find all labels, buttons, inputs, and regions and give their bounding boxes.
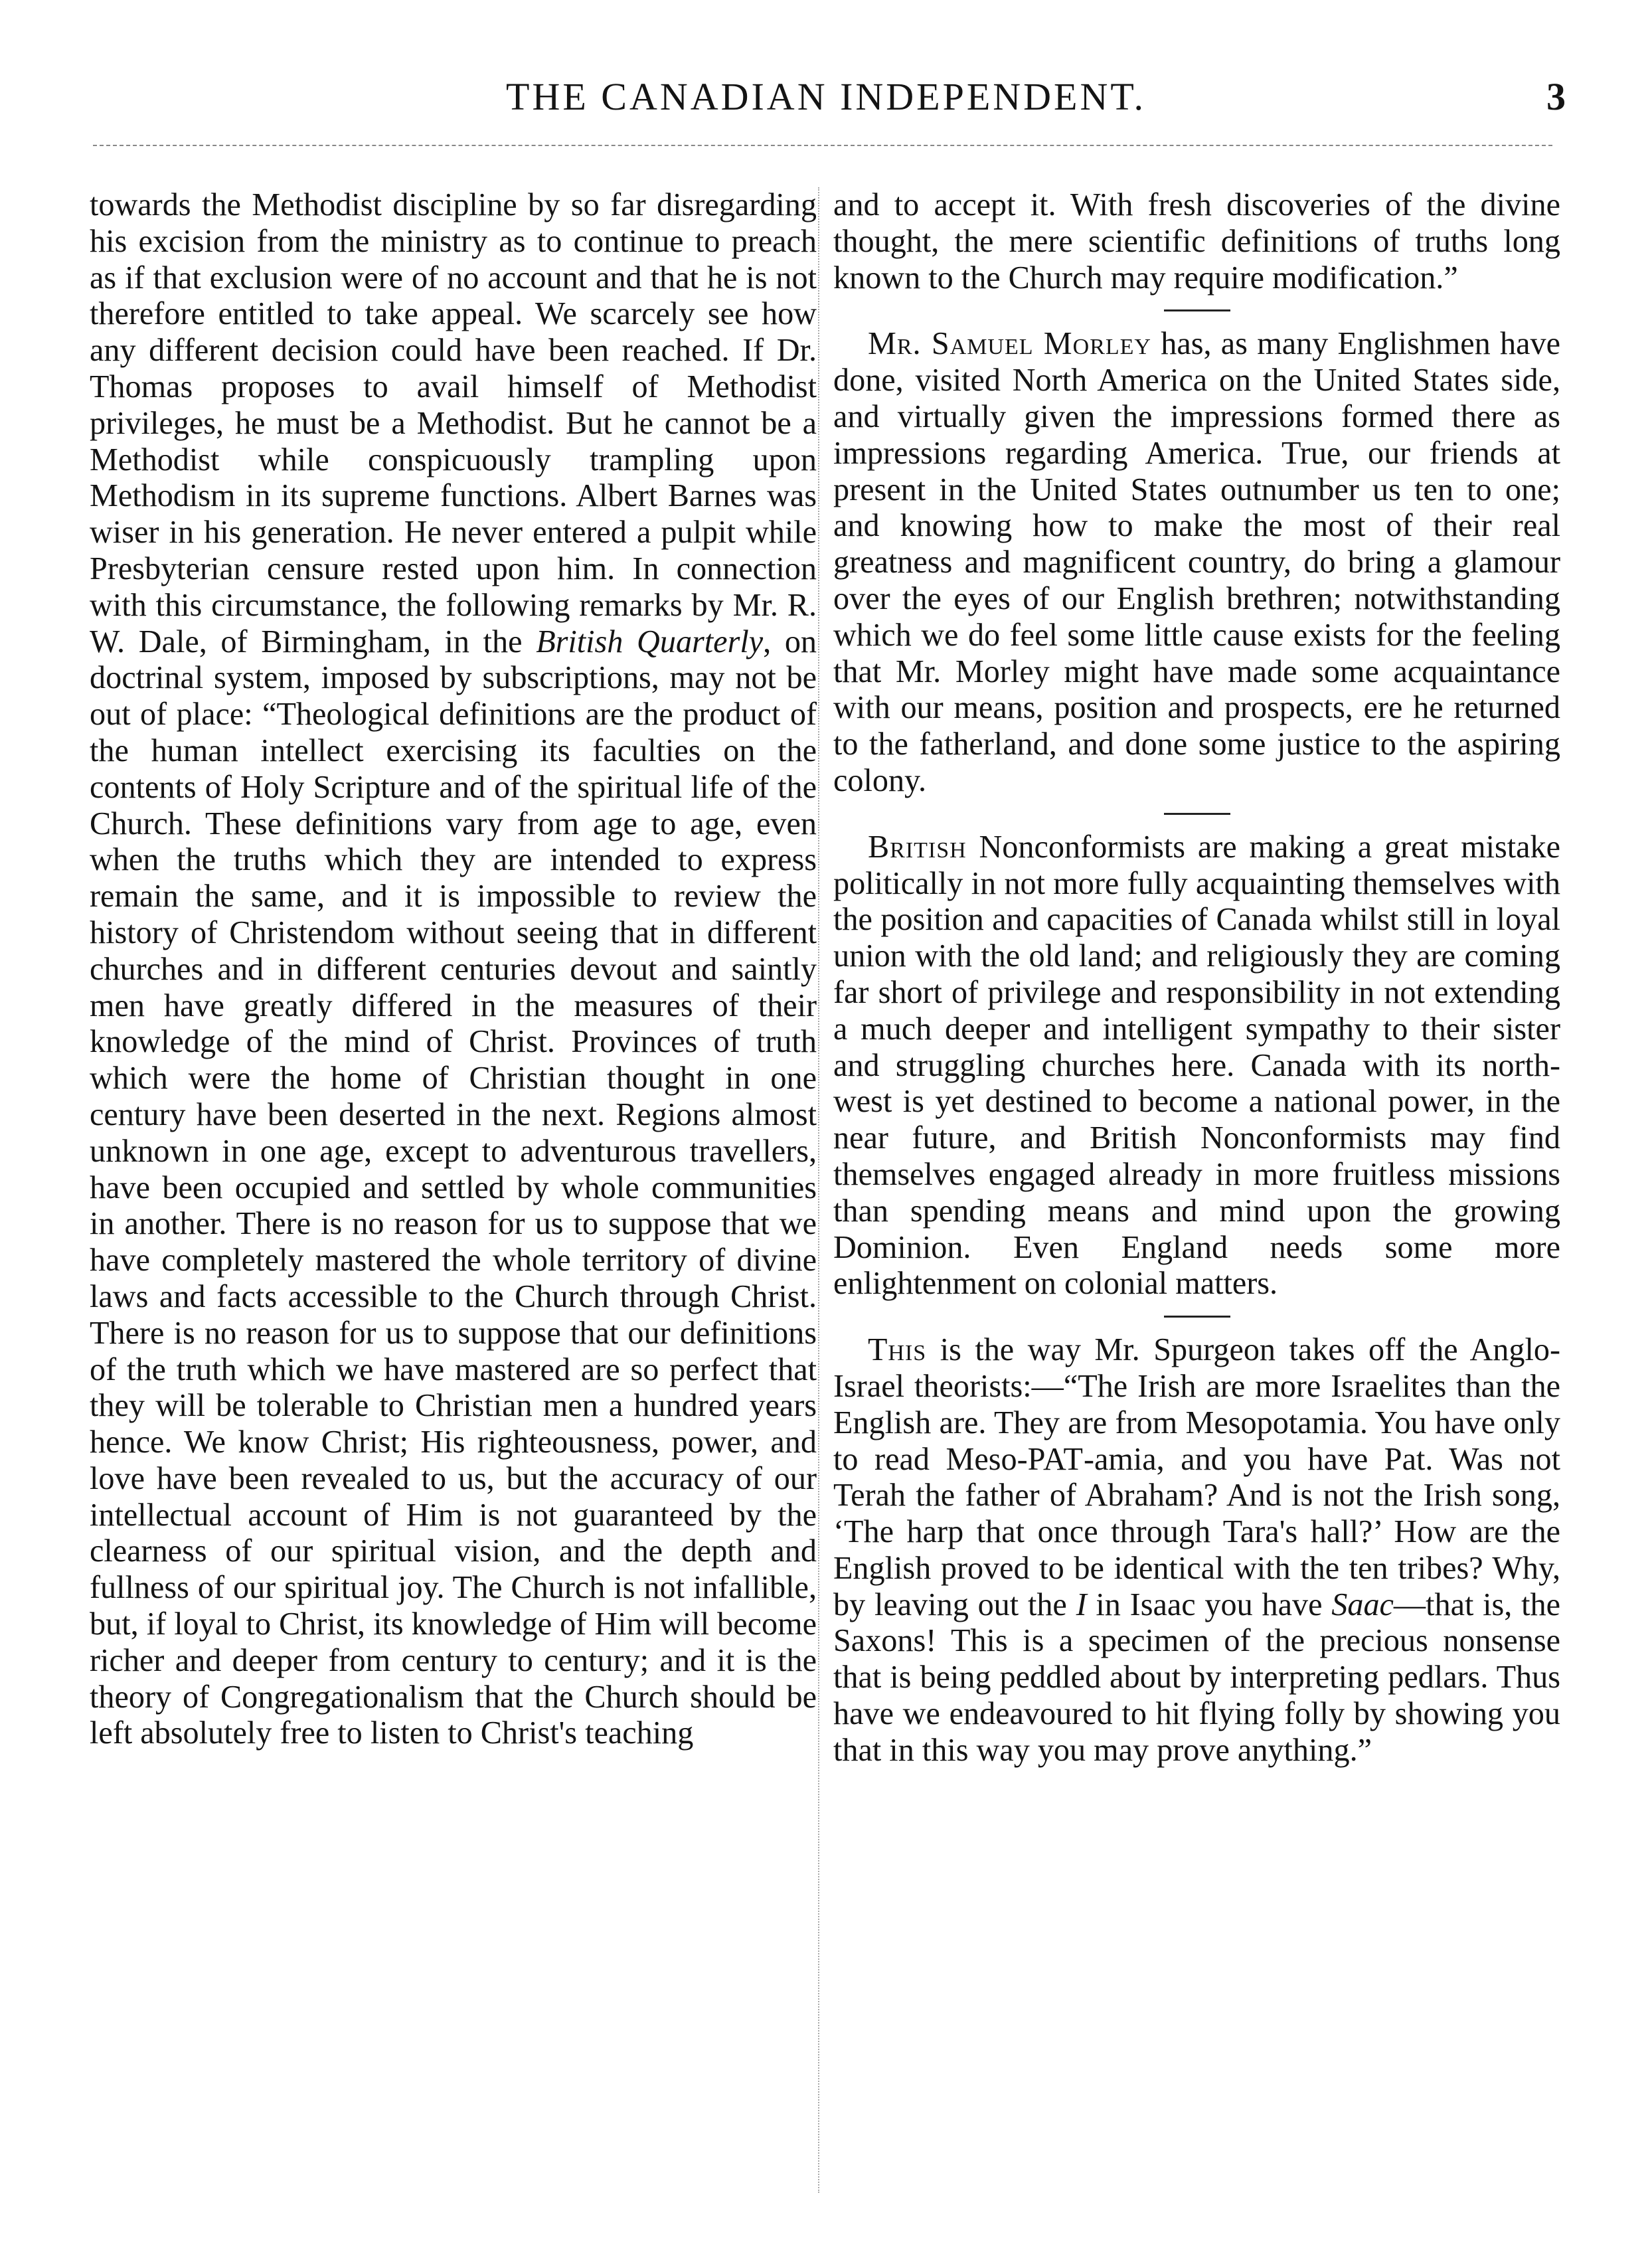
right-column [833, 187, 1560, 2193]
page-header [86, 74, 1566, 128]
spurgeon-text-1: is the way Mr. Spurgeon takes off the Anglo-Israel theorists:—“The Irish are more Israelites than the English are. They are from Mesopotamia. You have only to read Meso- [833, 1332, 1560, 1477]
header-rule [93, 145, 1552, 146]
morley-lead: Mr. Samuel Morley [868, 326, 1151, 362]
nonconformists-paragraph [833, 829, 1560, 1302]
morley-text: has, as many Englishmen have done, visited North America on the United States side, and virtually given the impressions formed there as impressions regarding America. True, our friends at present in the United States outnumber us ten to one; and knowing how to make the most of their real greatness and magnificent country, do bring a glamour over the eyes of our English brethren; notwithstanding which we do feel some little cause exists for the feeling that Mr. Morley might have made some acquaintance with our means, position and prospects, ere he returned to the fatherland, and done some justice to the aspiring colony. [833, 326, 1560, 798]
spurgeon-paragraph [833, 1332, 1560, 1769]
italic-saac: Saac [1331, 1587, 1394, 1622]
dale-text-1: towards the Methodist discipline by so far disregarding his excision from the ministry as to continue to preach as if that exclusion were of no account and that he is not therefore entitled to take appeal. We scarcely see how any different decision could have been reached. If Dr. Thomas proposes to avail himself of Methodist privileges, he must be a Methodist. But he cannot be a Methodist while conspicuously trampling upon Methodism in its supreme functions. Albert Barnes was wiser in his generation. He never entered a pulpit while Presbyterian censure rested upon him. In connection with this circumstance, the following remarks by Mr. R. W. Dale, of Birmingham, in the [90, 187, 817, 659]
nonconformists-text: Nonconformists are making a great mistake politically in not more fully acquainting themselves with the position and capacities of Canada whilst still in loyal union with the old land; and religiously they are coming far short of privilege and responsibility in not extending a much deeper and intelligent sympathy to their sister and struggling churches here. Canada with its north-west is yet destined to become a national power, in the near future, and British Nonconformists may find themselves engaged already in more fruitless missions than spending means and mind upon the growing Dominion. Even England needs some more enlightenment on colonial matters. [833, 829, 1560, 1302]
spurgeon-lead: This [868, 1332, 927, 1368]
column-divider [818, 187, 819, 2193]
continuation-paragraph: and to accept it. With fresh discoveries of the divine thought, the mere scientific definitions of truths long known to the Church may require modification.” [833, 187, 1560, 296]
dale-text-2: , on doctrinal system, imposed by subscriptions, may not be out of place: “Theological definitions are the product of the human intellect exercising its faculties on the contents of Holy Scripture and of the spiritual life of the Church. These definitions vary from age to age, even when the truths which they are intended to express remain the same, and it is impossible to review the history of Christendom without seeing that in different churches and in different centuries devout and saintly men have greatly differed in the measures of their knowledge of the mind of Christ. Provinces of truth which were the home of Christian thought in one century have been deserted in the next. Regions almost unknown in one age, except to adventurous travellers, have been occupied and settled by whole communities in another. There is no reason for us to suppose that we have completely mastered the whole territory of divine laws and facts accessible to the Church through Christ. There is no reason for us to suppose that our definitions of the truth which we have mastered are so perfect that they will be tolerable to Christian men a hundred years hence. We know Christ; His righteousness, power, and love have been revealed to us, but the accuracy of our intellectual account of Him is not guaranteed by the clearness of our spiritual vision, and the depth and fullness of our spiritual joy. The Church is not infallible, but, if loyal to Christ, its knowledge of Him will become richer and deeper from century to century; and it is the theory of Congregationalism that the Church should be left absolutely free to listen to Christ's teaching [90, 624, 817, 1751]
publication-name-italic: British Quarterly [536, 624, 764, 659]
page-number: 3 [1546, 75, 1566, 118]
spurgeon-text-3: in Isaac you have [1086, 1587, 1332, 1622]
dale-paragraph [90, 187, 817, 1752]
section-rule [1164, 309, 1230, 311]
italic-i: I [1076, 1587, 1087, 1622]
spurgeon-text-4: —that is, the Saxons! This is a specimen of the precious nonsense that is being peddled about by interpreting pedlars. Thus have we endeavoured to hit flying folly by showing you that in this way you may prove anything.” [833, 1587, 1560, 1768]
nonconformists-lead: British [868, 829, 967, 865]
section-rule [1164, 813, 1230, 815]
publication-title: THE CANADIAN INDEPENDENT. [506, 75, 1146, 118]
pat-small-caps: PAT [1027, 1441, 1084, 1477]
left-column [90, 187, 817, 2193]
spurgeon-text-2: -amia, and you have Pat. Was not Terah the father of Abraham? And is not the Irish song, ‘The harp that once through Tara's hall?’ How are the English proved to be identical with the ten tribes? Why, by leaving out the [833, 1441, 1560, 1622]
morley-paragraph [833, 326, 1560, 799]
section-rule [1164, 1316, 1230, 1318]
